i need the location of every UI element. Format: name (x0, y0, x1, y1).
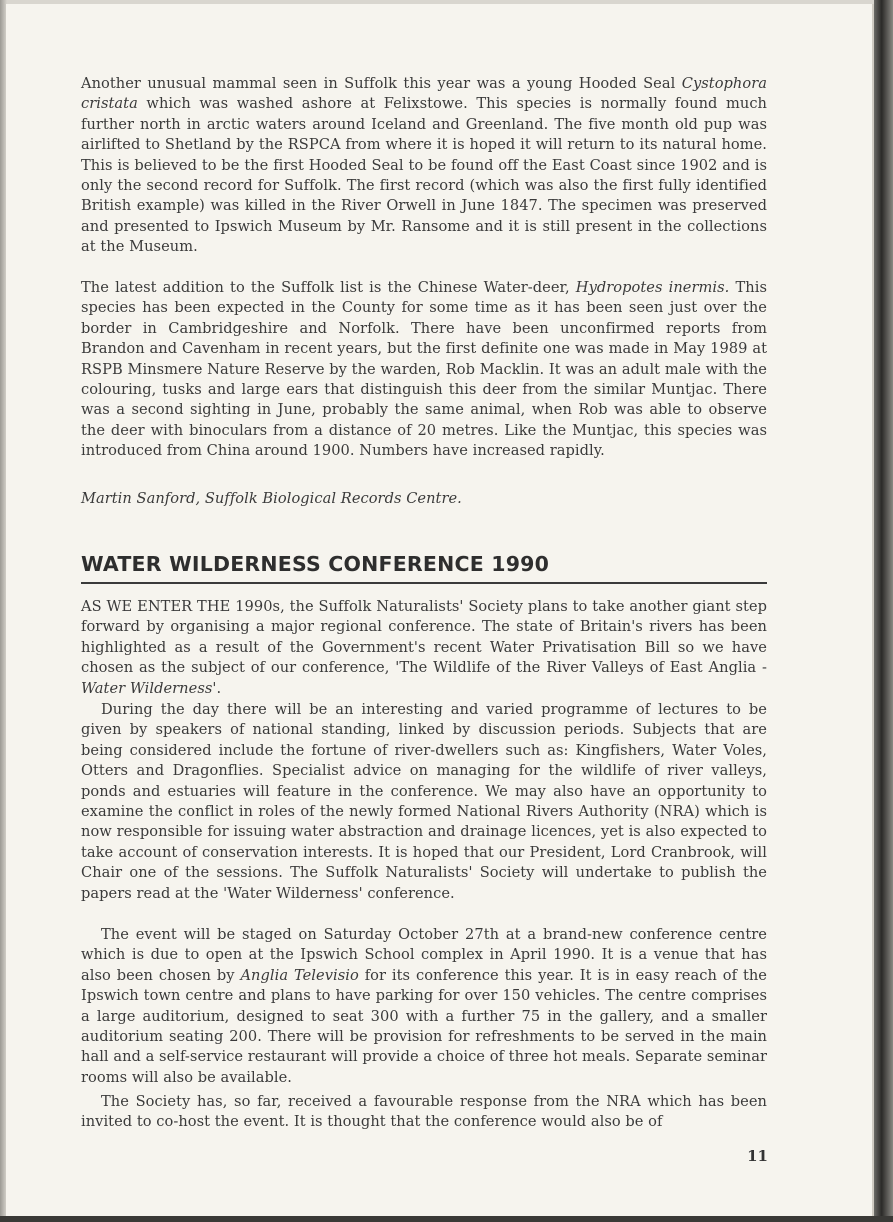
section-heading: WATER WILDERNESS CONFERENCE 1990 (81, 552, 767, 584)
species-name: Cystophora cristata (81, 75, 767, 113)
text-run: The latest addition to the Suffolk list is the Chinese Water-deer, (81, 279, 576, 296)
paragraph-programme: During the day there will be an interesting and varied programme of lectures to be given by speakers of national standing, linked by discussion periods. Subjects that are being considered include the fortune of river-dwellers such as: Kingfishers, Water Voles, Otters and Dragonflies. Specialist advice on managing for the wildlife of river valleys, ponds and estuaries will feature in the conference. We may also have an opportunity to examine the conflict in roles of the newly formed National Rivers Authority (NRA) which is now responsible for issuing water abstraction and drainage licences, yet is also expected to take account of conservation interests. It is hoped that our President, Lord Cranbrook, will Chair one of the sessions. The Suffolk Naturalists' Society will undertake to publish the papers read at the 'Water Wilderness' conference. (81, 701, 767, 902)
text-run: The event will be staged on Saturday October 27th at a brand-new conference centre which is due to open at the Ipswich School complex in April 1990. It is a venue that has also been chosen by (81, 926, 767, 984)
text-run: '. (212, 679, 222, 697)
paragraph-nra: The Society has, so far, received a favourable response from the NRA which has been invited to co-host the event. It is thought that the conference would also be of (81, 1093, 767, 1131)
italic-name: Anglia Televisio (240, 966, 359, 984)
text-run: This species has been expected in the County for some time as it has been seen just over the border in Cambridgeshire and Norfolk. There have been unconfirmed reports from Brandon and Cavenham in recent years, but the first definite one was made in May 1989 at RSPB Minsmere Nature Reserve by the warden, Rob Macklin. It was an adult male with the colouring, tusks and large ears that distinguish this deer from the similar Muntjac. There was a second sighting in June, probably the same animal, when Rob was able to observe the deer with binoculars from a distance of 20 metres. Like the Muntjac, this species was introduced from China around 1900. Numbers have increased rapidly. (81, 279, 767, 460)
paragraph-hooded-seal (81, 74, 767, 258)
paragraph-venue (81, 925, 767, 1088)
italic-title: Water Wilderness (81, 679, 213, 697)
paragraph-intro (81, 597, 767, 699)
author-signature: Martin Sanford, Suffolk Biological Records Centre. (81, 490, 462, 507)
book-spine (874, 0, 893, 1222)
page-bottom-edge (0, 1216, 893, 1222)
text-run: which was washed ashore at Felixstowe. This species is normally found much further north in arctic waters around Iceland and Greenland. The five month old pup was airlifted to Shetland by the RSPCA from where it is hoped it will return to its natural home. This is believed to be the first Hooded Seal to be found off the East Coast since 1902 and is only the second record for Suffolk. The first record (which was also the first fully identified British example) was killed in the River Orwell in June 1847. The specimen was preserved and presented to Ipswich Museum by Mr. Ransome and it is still present in the collections at the Museum. (81, 95, 767, 256)
species-name: Hydropotes inermis. (575, 279, 730, 296)
text-run: AS WE ENTER THE 1990s, the Suffolk Naturalists' Society plans to take another giant step forward by organising a major regional conference. The state of Britain's rivers has been highlighted as a result of the Government's recent Water Privatisation Bill so we have chosen as the subject of our conference, 'The Wildlife of the River Valleys of East Anglia - (81, 598, 767, 677)
text-run: Another unusual mammal seen in Suffolk this year was a young Hooded Seal (81, 75, 682, 92)
paragraph-water-deer (81, 278, 767, 462)
page-number: 11 (747, 1147, 768, 1165)
text-run: for its conference this year. It is in easy reach of the Ipswich town centre and plans to have parking for over 150 vehicles. The centre comprises a large auditorium, designed to seat 300 with a further 75 in the gallery, and a smaller auditorium seating 200. There will be provision for refreshments to be served in the main hall and a self-service restaurant will provide a choice of three hot meals. Separate seminar rooms will also be available. (81, 966, 767, 1086)
